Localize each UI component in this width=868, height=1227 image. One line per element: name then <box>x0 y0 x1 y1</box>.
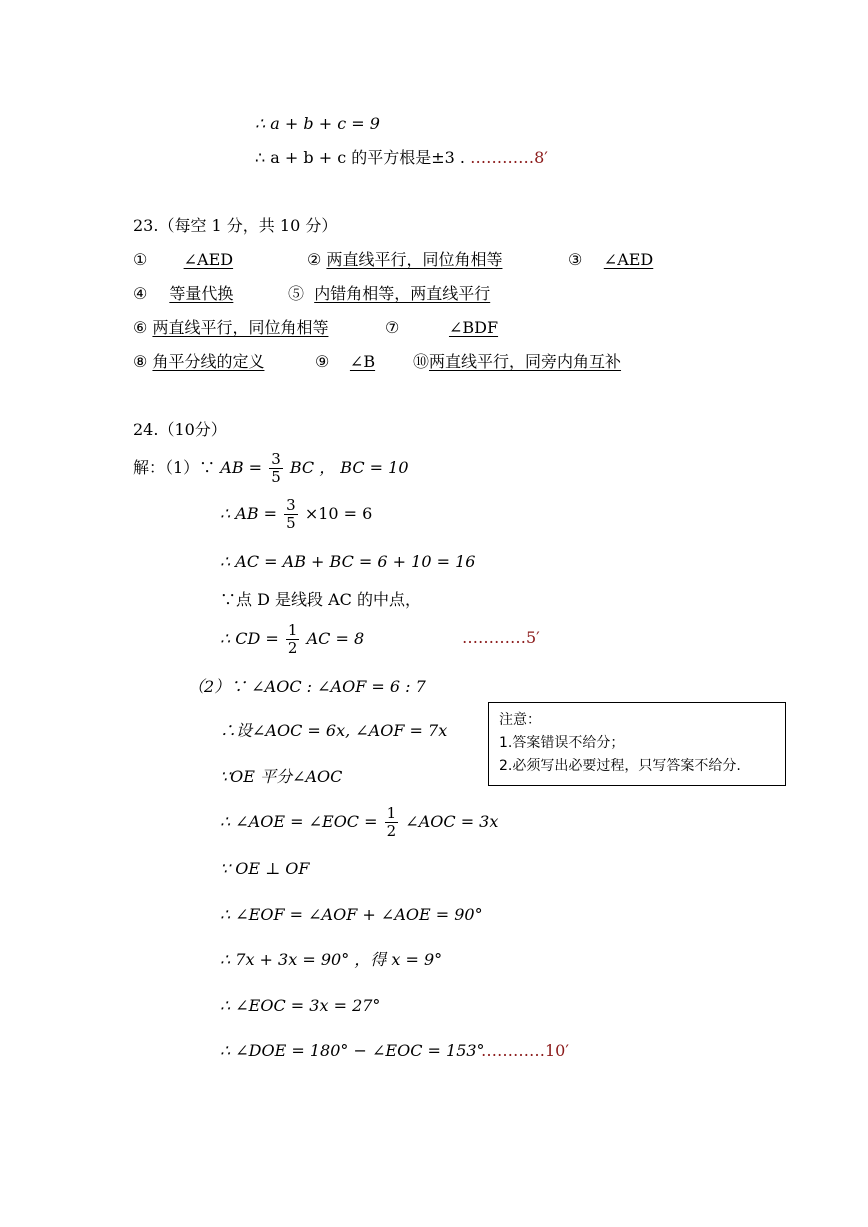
q24-part2-step1: ∴设∠AOC = 6x, ∠AOF = 7x <box>220 721 448 740</box>
formula-part: ∴ ∠AOE = ∠EOC = <box>220 812 378 831</box>
q23-heading: 23.（每空 1 分，共 10 分） <box>133 216 338 235</box>
blank-number: ⑤ <box>288 284 305 303</box>
blank-number: ③ <box>568 250 583 269</box>
fraction-denominator: 5 <box>286 514 296 532</box>
q24-part1-given <box>133 448 409 488</box>
blank-answer: 两直线平行，同位角相等 <box>326 250 503 269</box>
q23-blank-3 <box>568 250 665 270</box>
blank-answer: ∠AED <box>603 250 654 269</box>
q22-line2 <box>255 148 548 168</box>
q23-blank-1 <box>133 250 269 270</box>
note-item-2: 2.必须写出必要过程，只写答案不给分. <box>499 758 741 774</box>
fraction-numerator: 3 <box>271 450 281 468</box>
fraction <box>284 497 298 532</box>
q23-blank-8 <box>133 352 290 372</box>
formula-part: AC = 8 <box>306 629 365 648</box>
q24-part1-score: …………5′ <box>462 628 540 647</box>
blank-number: ⑩ <box>413 352 430 371</box>
q24-part1-step4 <box>220 619 364 659</box>
blank-answer: 两直线平行，同旁内角互补 <box>429 352 622 371</box>
q24-part2-step3 <box>220 802 498 842</box>
q24-part1-step2: ∴ AC = AB + BC = 6 + 10 = 16 <box>220 552 476 571</box>
fraction-numerator: 1 <box>287 621 298 639</box>
fraction-numerator: 1 <box>386 804 397 822</box>
q24-heading: 24.（10分） <box>133 420 227 439</box>
formula-part: BC ， BC = 10 <box>289 458 409 477</box>
q23-blank-9 <box>315 352 386 372</box>
fraction-denominator: 2 <box>287 639 298 657</box>
q24-part2-step7: ∴ ∠EOC = 3x = 27° <box>220 996 381 1015</box>
formula-part: AB = <box>220 458 263 477</box>
fraction-denominator: 2 <box>386 822 397 840</box>
grading-note-box <box>488 702 786 786</box>
q24-part2-step4: ∵ OE ⊥ OF <box>220 859 310 878</box>
fraction-numerator: 3 <box>286 496 296 514</box>
q24-part2-step5: ∴ ∠EOF = ∠AOF + ∠AOE = 90° <box>220 905 483 924</box>
q23-blank-5 <box>288 284 490 304</box>
q24-part2-step8: ∴ ∠DOE = 180° − ∠EOC = 153° <box>220 1041 485 1060</box>
q22-score: …………8′ <box>470 148 548 167</box>
blank-answer: ∠AED <box>183 250 234 269</box>
blank-answer: 角平分线的定义 <box>152 352 265 371</box>
blank-number: ⑦ <box>385 318 400 337</box>
blank-answer: 等量代换 <box>169 284 234 303</box>
q23-blank-6 <box>133 318 360 338</box>
note-item-1: 1.答案错误不给分； <box>499 735 625 751</box>
fraction-denominator: 5 <box>271 468 281 486</box>
blank-number: ④ <box>133 284 148 303</box>
solution-prefix: 解：（1）∵ <box>133 458 216 477</box>
q23-blank-4 <box>133 284 255 304</box>
q22-line2-text: ∴ a + b + c 的平方根是±3 . <box>255 148 466 167</box>
blank-answer: 内错角相等，两直线平行 <box>314 284 491 303</box>
formula-part: ×10 = 6 <box>304 504 373 523</box>
blank-answer: ∠B <box>349 352 376 371</box>
q22-line1: ∴ a + b + c = 9 <box>255 114 380 133</box>
note-title: 注意： <box>499 712 541 728</box>
fraction <box>269 451 283 486</box>
blank-answer: 两直线平行，同位角相等 <box>152 318 329 337</box>
q23-blank-7 <box>385 318 538 338</box>
q24-part2-given: （2）∵ ∠AOC : ∠AOF = 6 : 7 <box>188 677 426 696</box>
formula-part: ∠AOC = 3x <box>405 812 499 831</box>
q24-part2-step2: ∵OE 平分∠AOC <box>220 767 343 786</box>
formula-part: ∴ AB = <box>220 504 278 523</box>
blank-number: ⑧ <box>133 352 148 371</box>
q23-blank-10 <box>413 352 621 372</box>
blank-number: ① <box>133 250 148 269</box>
fraction <box>385 805 399 840</box>
blank-answer: ∠BDF <box>448 318 499 337</box>
q23-blank-2 <box>307 250 530 270</box>
q24-part1-step1 <box>220 494 372 534</box>
fraction <box>286 622 300 657</box>
q24-part2-score: …………10′ <box>481 1041 569 1060</box>
q24-part1-step3: ∵点 D 是线段 AC 的中点， <box>220 590 421 609</box>
blank-number: ⑥ <box>133 318 148 337</box>
blank-number: ② <box>307 250 322 269</box>
formula-part: ∴ CD = <box>220 629 279 648</box>
blank-number: ⑨ <box>315 352 330 371</box>
q24-part2-step6: ∴ 7x + 3x = 90° ，得 x = 9° <box>220 950 443 969</box>
